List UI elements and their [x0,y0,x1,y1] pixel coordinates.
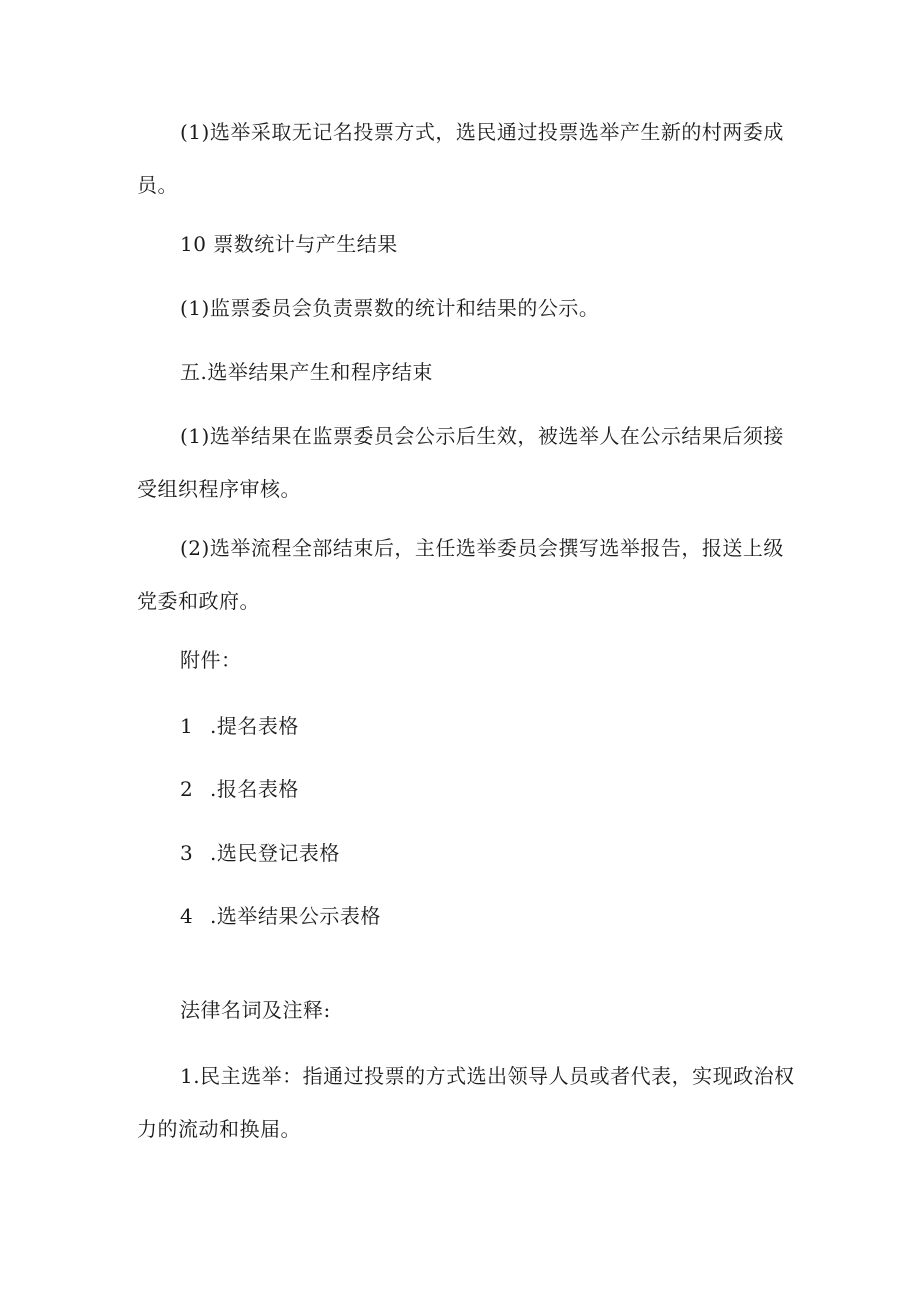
attachment-number: 1 [180,714,194,738]
paragraph-voting-method: (1)选举采取无记名投票方式，选民通过投票选举产生新的村两委成员。 [137,120,784,197]
attachment-item [180,700,299,753]
glossary-heading: 法律名词及注释: [180,998,331,1022]
glossary-item-democratic-election: 1.民主选举：指通过投票的方式选出领导人员或者代表，实现政治权力的流动和换届。 [137,1064,795,1141]
attachment-label: .选民登记表格 [210,841,340,865]
paragraph-results-effective: (1)选举结果在监票委员会公示后生效，被选举人在公示结果后须接受组织程序审核。 [137,424,784,501]
attachment-number: 2 [180,777,194,801]
attachment-number: 3 [180,841,194,865]
attachment-number: 4 [180,904,194,928]
attachment-item [180,763,299,816]
attachment-label: .提名表格 [210,714,299,738]
paragraph-vote-count: (1)监票委员会负责票数的统计和结果的公示。 [180,296,600,320]
attachment-item [180,827,340,880]
section-heading-vote-count: 10 票数统计与产生结果 [180,232,398,256]
section-heading-results: 五.选举结果产生和程序结束 [180,360,433,384]
attachment-label: .选举结果公示表格 [210,904,381,928]
attachments-heading: 附件： [180,648,242,672]
attachment-label: .报名表格 [210,777,299,801]
attachment-item [180,890,381,943]
paragraph-election-report: (2)选举流程全部结束后，主任选举委员会撰写选举报告，报送上级党委和政府。 [137,536,784,613]
